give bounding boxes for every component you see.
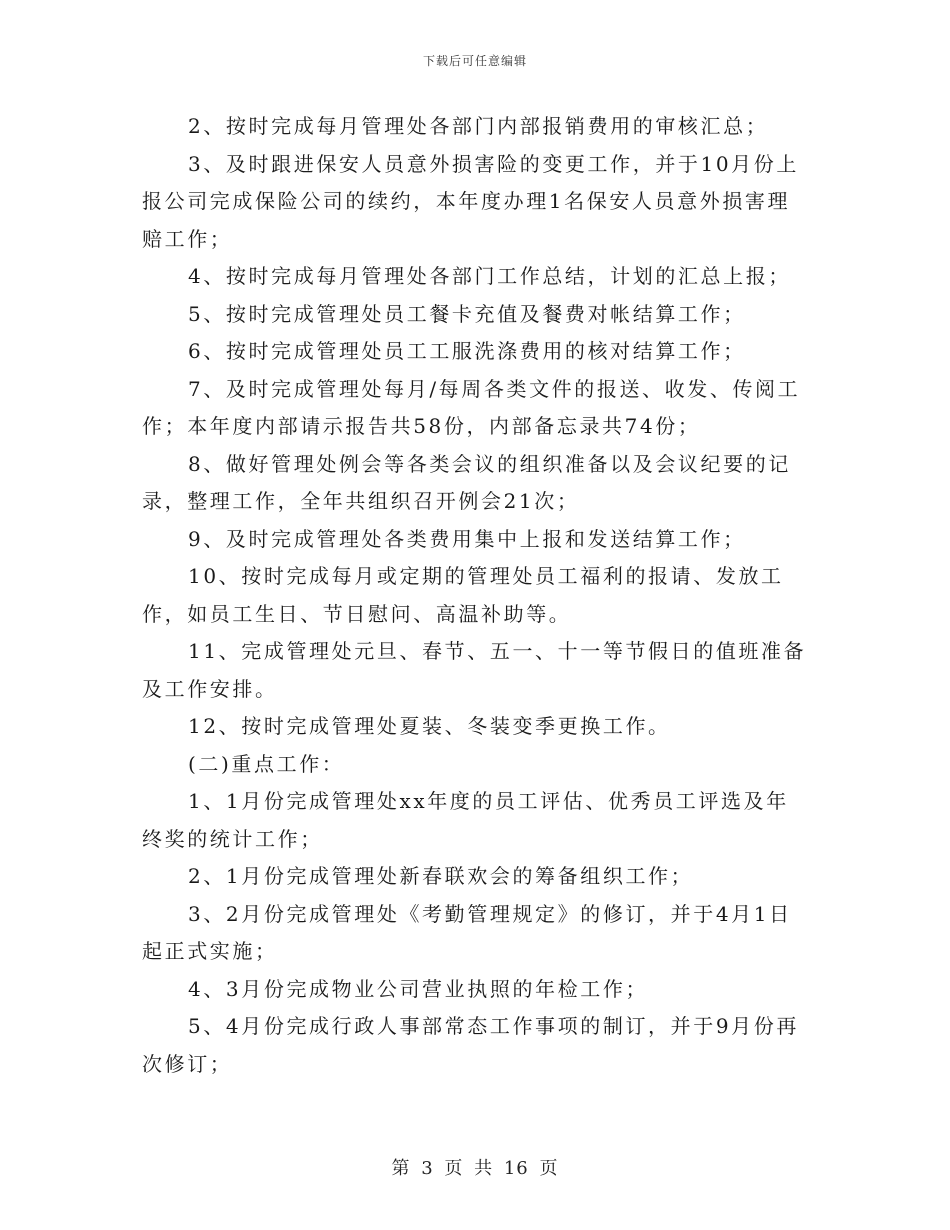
paragraph: 5、4月份完成行政人事部常态工作事项的制订，并于9月份再次修订； bbox=[142, 1014, 799, 1076]
paragraph: 2、1月份完成管理处新春联欢会的筹备组织工作； bbox=[188, 864, 694, 888]
document-body bbox=[142, 108, 810, 1083]
paragraph: 5、按时完成管理处员工餐卡充值及餐费对帐结算工作； bbox=[188, 301, 746, 326]
paragraph: 6、按时完成管理处员工工服洗涤费用的核对结算工作； bbox=[188, 339, 746, 363]
paragraph: 10、按时完成每月或定期的管理处员工福利的报请、发放工作，如员工生日、节日慰问、高温补助等。 bbox=[142, 564, 784, 626]
paragraph: 4、3月份完成物业公司营业执照的年检工作； bbox=[188, 976, 649, 1001]
paragraph: 12、按时完成管理处夏装、冬装变季更换工作。 bbox=[188, 714, 671, 738]
paragraph: 4、按时完成每月管理处各部门工作总结，计划的汇总上报； bbox=[188, 264, 791, 288]
section-heading: (二)重点工作： bbox=[188, 751, 345, 776]
paragraph: 11、完成管理处元旦、春节、五一、十一等节假日的值班准备及工作安排。 bbox=[142, 639, 807, 701]
paragraph: 3、2月份完成管理处《考勤管理规定》的修订，并于4月1日起正式实施； bbox=[142, 901, 792, 963]
paragraph: 2、按时完成每月管理处各部门内部报销费用的审核汇总； bbox=[188, 114, 769, 138]
page-footer: 第 3 页 共 16 页 bbox=[391, 1158, 559, 1179]
paragraph: 1、1月份完成管理处xx年度的员工评估、优秀员工评选及年终奖的统计工作； bbox=[142, 789, 789, 851]
paragraph: 7、及时完成管理处每月/每周各类文件的报送、收发、传阅工作；本年度内部请示报告共58份，内部备忘录共74份； bbox=[142, 376, 801, 438]
paragraph: 8、做好管理处例会等各类会议的组织准备以及会议纪要的记录，整理工作，全年共组织召开例会21次； bbox=[142, 451, 791, 513]
paragraph: 3、及时跟进保安人员意外损害险的变更工作，并于10月份上报公司完成保险公司的续约，本年度办理1名保安人员意外损害理赔工作； bbox=[142, 151, 799, 251]
page-header: 下载后可任意编辑 bbox=[422, 54, 527, 68]
paragraph: 9、及时完成管理处各类费用集中上报和发送结算工作； bbox=[188, 526, 746, 551]
